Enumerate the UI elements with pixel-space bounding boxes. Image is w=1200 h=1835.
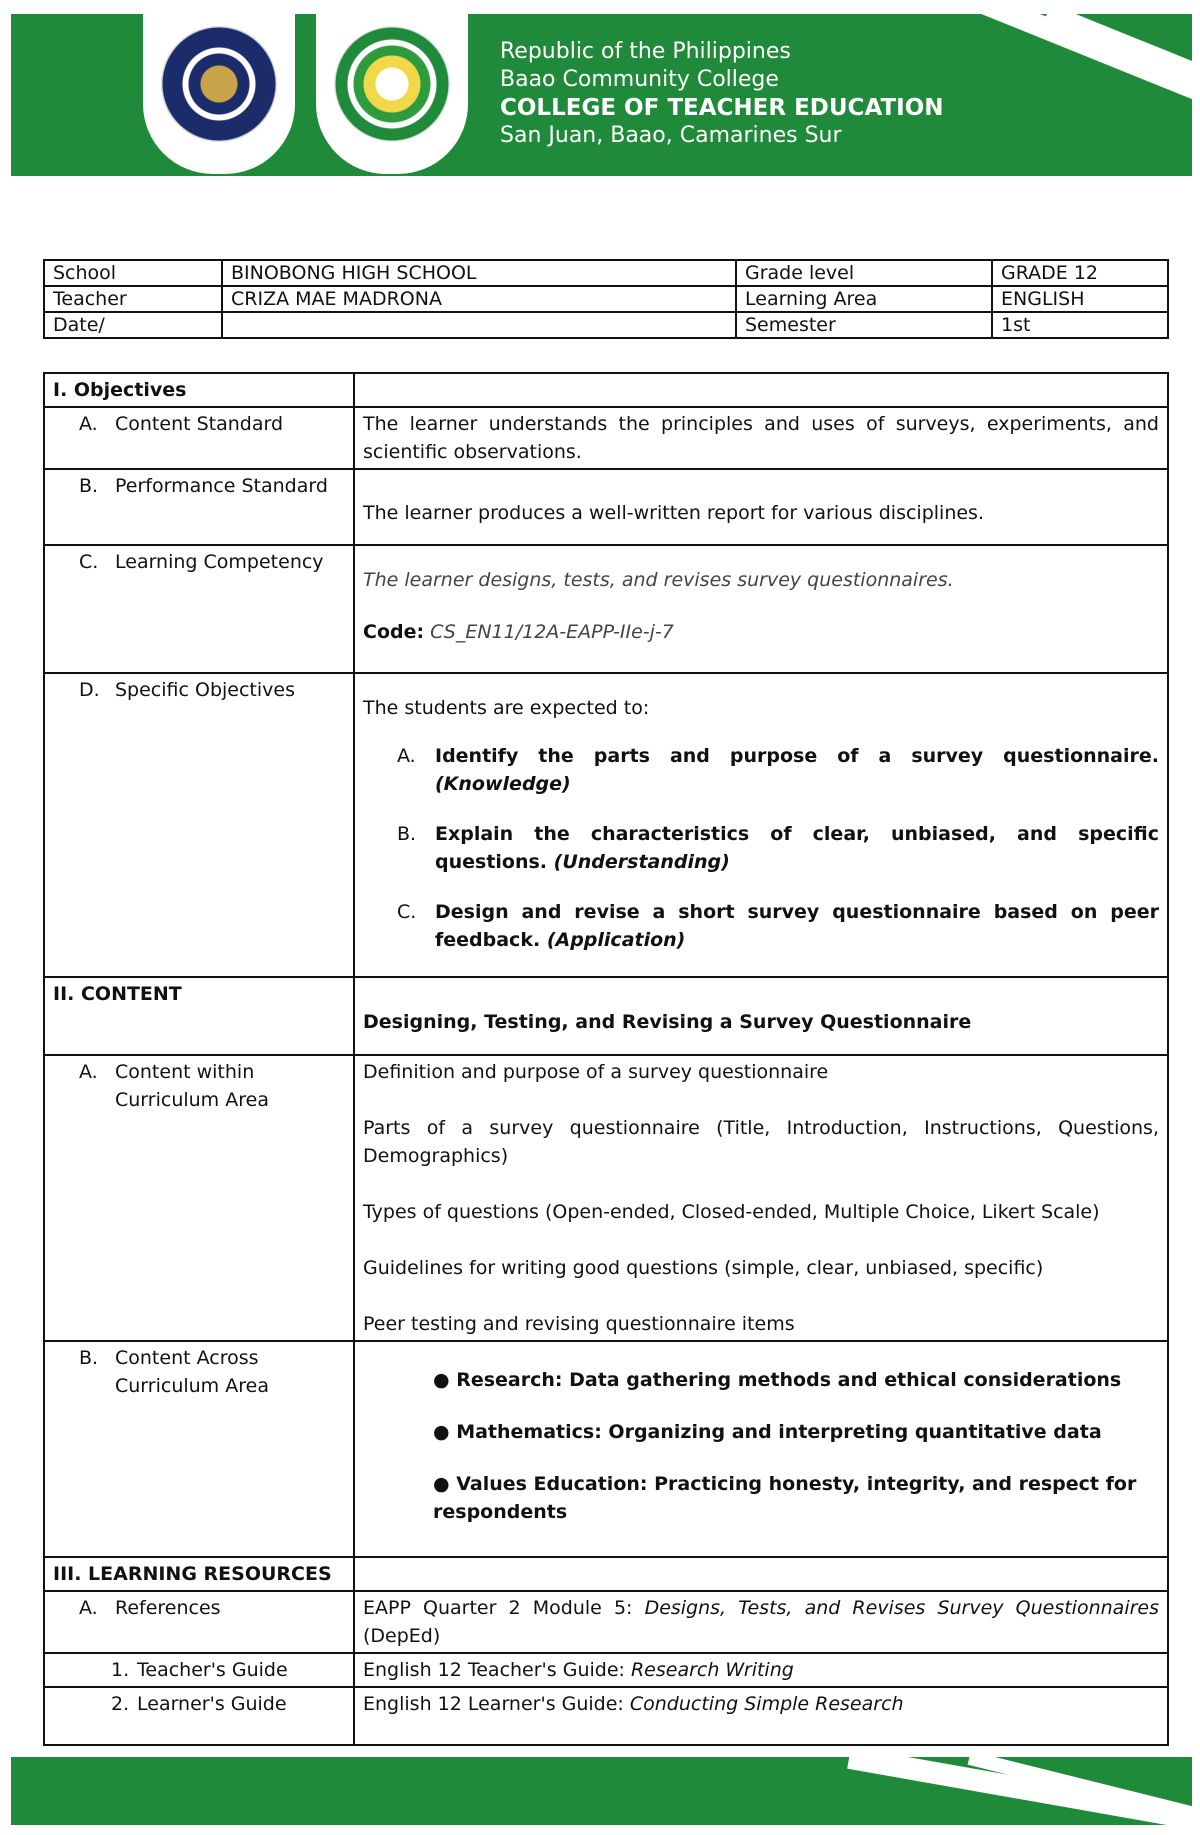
bullet-dot: ●: [433, 1421, 457, 1443]
label-text: Learner's Guide: [137, 1693, 287, 1715]
label-text: Learning Competency: [115, 551, 324, 573]
bullet-dot: ●: [433, 1369, 457, 1391]
label-text: Teacher's Guide: [137, 1659, 288, 1681]
marker: A.: [397, 745, 416, 767]
label-text: Content Standard: [115, 413, 284, 435]
marker: A.: [79, 1061, 98, 1083]
header-banner: [11, 14, 1192, 176]
performance-standard-text: The learner produces a well-written report for various disciplines.: [354, 469, 1168, 545]
objective-domain: (Understanding): [553, 851, 730, 873]
logo-frame-right: [316, 14, 468, 174]
content-heading: II. CONTENT: [44, 977, 354, 1055]
content-item: Types of questions (Open-ended, Closed-ended, Multiple Choice, Likert Scale): [363, 1201, 1100, 1223]
integration-item: [363, 1366, 1159, 1394]
guide-prefix: English 12 Learner's Guide:: [363, 1693, 630, 1715]
content-item: Peer testing and revising questionnaire items: [363, 1313, 795, 1335]
competency-label: [44, 545, 354, 673]
integration-text: Research: Data gathering methods and ethical considerations: [456, 1369, 1122, 1391]
specific-objectives-list: [363, 742, 1159, 954]
empty-cell: [354, 1557, 1168, 1591]
header-college: Baao Community College: [500, 67, 779, 92]
integration-list: [363, 1366, 1159, 1526]
teachers-guide-text: [354, 1653, 1168, 1687]
info-row: [44, 312, 1168, 338]
code-value: CS_EN11/12A-EAPP-IIe-j-7: [424, 621, 674, 643]
marker: A.: [79, 413, 98, 435]
logo-frame-left: [143, 14, 295, 174]
content-within-cell: [354, 1055, 1168, 1341]
content-standard-text: The learner understands the principles and uses of surveys, experiments, and scientific observations.: [354, 407, 1168, 469]
objectives-heading: I. Objectives: [44, 373, 354, 407]
marker: B.: [79, 1347, 99, 1369]
resources-heading-row: [44, 1557, 1168, 1591]
content-within-label: [44, 1055, 354, 1341]
school-seal-logo: [334, 26, 450, 142]
competency-text: The learner designs, tests, and revises survey questionnaires.: [363, 569, 954, 591]
specific-objectives-row: [44, 673, 1168, 977]
college-seal-logo: [161, 26, 277, 142]
marker: D.: [79, 679, 100, 701]
teachers-guide-label: [44, 1653, 354, 1687]
header-republic: Republic of the Philippines: [500, 39, 791, 64]
learners-guide-text: [354, 1687, 1168, 1745]
info-row: [44, 286, 1168, 312]
lesson-plan-table: [43, 372, 1169, 1746]
content-standard-label: [44, 407, 354, 469]
resources-heading: III. LEARNING RESOURCES: [44, 1557, 354, 1591]
content-across-label: [44, 1341, 354, 1557]
integration-item: [363, 1418, 1159, 1446]
code-label: Code:: [363, 621, 425, 643]
bullet-dot: ●: [433, 1473, 457, 1495]
guide-prefix: English 12 Teacher's Guide:: [363, 1659, 631, 1681]
competency-cell: [354, 545, 1168, 673]
header-address: San Juan, Baao, Camarines Sur: [500, 123, 842, 148]
content-across-cell: [354, 1341, 1168, 1557]
marker: 2.: [111, 1693, 130, 1715]
label-text: Content Across Curriculum Area: [115, 1347, 269, 1397]
guide-title: Research Writing: [630, 1659, 794, 1681]
content-title: Designing, Testing, and Revising a Survey Questionnaire: [354, 977, 1168, 1055]
guide-title: Conducting Simple Research: [629, 1693, 904, 1715]
objective-text: Explain the characteristics of clear, unbiased, and specific questions.: [435, 823, 1159, 873]
specific-objective-item: [363, 898, 1159, 954]
content-item: Guidelines for writing good questions (simple, clear, unbiased, specific): [363, 1257, 1044, 1279]
specific-objective-item: [363, 742, 1159, 798]
competency-code: [363, 618, 1159, 646]
specific-objective-item: [363, 820, 1159, 876]
marker: C.: [79, 551, 99, 573]
objective-domain: (Application): [546, 929, 686, 951]
label-text: Content within Curriculum Area: [115, 1061, 269, 1111]
integration-text: Mathematics: Organizing and interpreting quantitative data: [456, 1421, 1102, 1443]
references-row: [44, 1591, 1168, 1653]
header-department: COLLEGE OF TEACHER EDUCATION: [500, 95, 944, 121]
semester-label: Semester: [736, 312, 992, 338]
marker: C.: [397, 901, 417, 923]
reference-title: Designs, Tests, and Revises Survey Questionnaires: [644, 1597, 1159, 1619]
label-text: Specific Objectives: [115, 679, 295, 701]
area-value: ENGLISH: [992, 286, 1168, 312]
label-text: Performance Standard: [115, 475, 328, 497]
performance-standard-row: [44, 469, 1168, 545]
semester-value: 1st: [992, 312, 1168, 338]
learners-guide-row: [44, 1687, 1168, 1745]
marker: B.: [397, 823, 417, 845]
marker: A.: [79, 1597, 98, 1619]
reference-prefix: EAPP Quarter 2 Module 5:: [363, 1597, 645, 1619]
marker: B.: [79, 475, 99, 497]
footer-banner: [11, 1757, 1192, 1825]
info-row: [44, 260, 1168, 286]
header-text: [500, 38, 944, 150]
references-text: [354, 1591, 1168, 1653]
label-text: References: [115, 1597, 221, 1619]
specific-intro: The students are expected to:: [363, 697, 650, 719]
content-standard-row: [44, 407, 1168, 469]
school-label: School: [44, 260, 222, 286]
specific-objectives-label: [44, 673, 354, 977]
empty-cell: [354, 373, 1168, 407]
integration-text: Values Education: Practicing honesty, integrity, and respect for respondents: [433, 1473, 1137, 1523]
content-heading-row: [44, 977, 1168, 1055]
grade-value: GRADE 12: [992, 260, 1168, 286]
area-label: Learning Area: [736, 286, 992, 312]
reference-suffix: (DepEd): [363, 1625, 441, 1647]
marker: 1.: [111, 1659, 130, 1681]
teachers-guide-row: [44, 1653, 1168, 1687]
teacher-value: CRIZA MAE MADRONA: [222, 286, 736, 312]
specific-objectives-cell: [354, 673, 1168, 977]
teacher-label: Teacher: [44, 286, 222, 312]
content-item: Definition and purpose of a survey questionnaire: [363, 1061, 829, 1083]
content-item: Parts of a survey questionnaire (Title, Introduction, Instructions, Questions, Demographics): [363, 1117, 1159, 1167]
content-across-row: [44, 1341, 1168, 1557]
integration-item: [363, 1470, 1159, 1526]
competency-row: [44, 545, 1168, 673]
date-value: [222, 312, 736, 338]
school-value: BINOBONG HIGH SCHOOL: [222, 260, 736, 286]
objectives-heading-row: [44, 373, 1168, 407]
objective-domain: (Knowledge): [435, 773, 571, 795]
info-table: [43, 259, 1169, 339]
date-label: Date/: [44, 312, 222, 338]
grade-label: Grade level: [736, 260, 992, 286]
references-label: [44, 1591, 354, 1653]
objective-text: Design and revise a short survey questionnaire based on peer feedback.: [435, 901, 1159, 951]
performance-standard-label: [44, 469, 354, 545]
content-within-row: [44, 1055, 1168, 1341]
learners-guide-label: [44, 1687, 354, 1745]
banner-stripe: [933, 14, 1192, 152]
objective-text: Identify the parts and purpose of a survey questionnaire.: [435, 745, 1159, 767]
